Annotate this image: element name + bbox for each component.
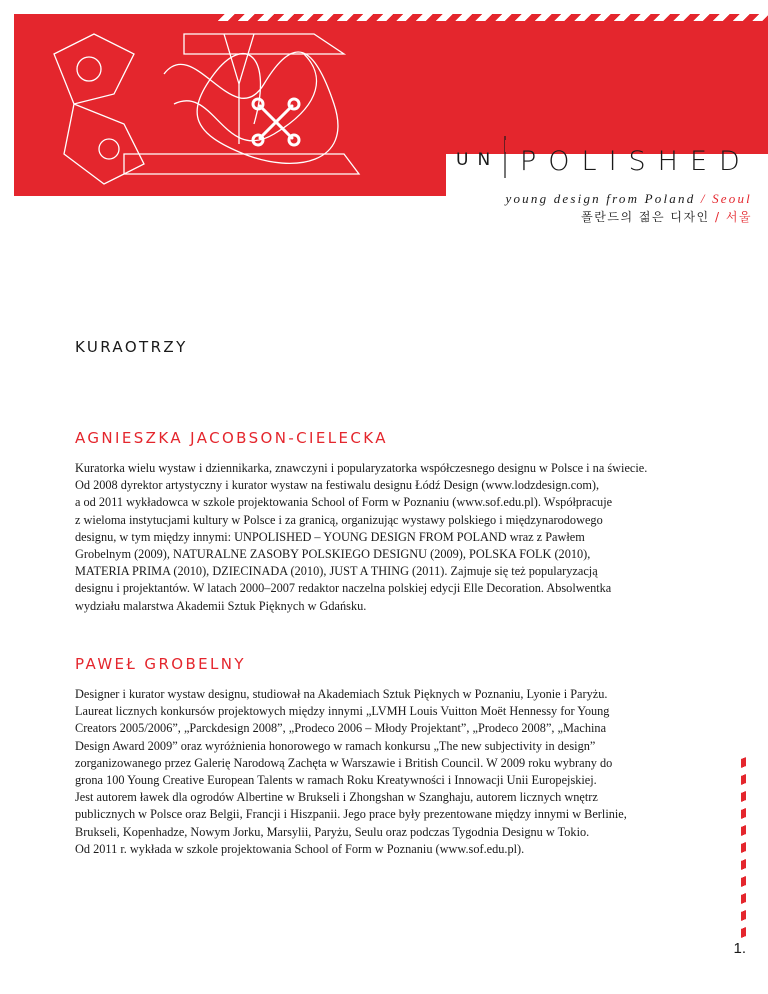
bio-line: a od 2011 wykładowca w szkole projektowania School of Form w Poznaniu (www.sof.edu.pl). Współpracuje xyxy=(75,495,613,510)
illustration-gear-2 xyxy=(99,139,119,159)
bio-line: Designer i kurator wystaw designu, studiował na Akademiach Sztuk Pięknych w Poznaniu, Lyonie i Paryżu. xyxy=(75,687,608,701)
hazard-tape-side xyxy=(741,757,746,939)
page-number: 1. xyxy=(733,940,746,957)
bio-line: Od 2011 r. wykłada w szkole projektowania School of Form w Poznaniu (www.sof.edu.pl). xyxy=(75,841,525,856)
bio-line: Kuratorka wielu wystaw i dziennikarka, znawczyni i popularyzatorka współczesnego designu w Polsce i na świecie. xyxy=(75,461,648,475)
bio-line: Brukseli, Kopenhadze, Nowym Jorku, Marsylii, Paryżu, Seulu oraz podczas Tygodnia Designu w Tokio. xyxy=(75,824,590,839)
wrench-icon xyxy=(250,96,302,148)
illustration-saw xyxy=(184,34,344,54)
bio-line: Creators 2005/2006”, „Parckdesign 2008”, „Prodeco 2006 – Młody Projektant”, „Prodeco 2008”, „Machina xyxy=(75,721,607,736)
curator-bio xyxy=(75,686,715,858)
tagline-city: Seoul xyxy=(712,191,752,206)
bio-line: wydziału malarstwa Akademii Sztuk Pięknych w Gdańsku. xyxy=(75,598,367,613)
brand-logo xyxy=(456,146,756,190)
bio-line: z wieloma instytucjami kultury w Polsce i za granicą, organizując wystawy polskiego i międzynarodowego xyxy=(75,512,603,527)
curator-bio xyxy=(75,460,715,615)
korean-separator: / xyxy=(709,210,726,224)
bio-line: Jest autorem ławek dla ogrodów Albertine w Brukseli i Zhongshan w Szanghaju, autorem licznych wnętrz xyxy=(75,790,598,805)
brand-un: UN xyxy=(456,150,500,170)
tagline-separator: / xyxy=(695,191,713,206)
bio-line: Grobelnym (2009), NATURALNE ZASOBY POLSKIEGO DESIGNU (2009), POLSKA FOLK (2010), xyxy=(75,547,591,562)
brand-polished: POLISHED xyxy=(520,146,752,177)
bio-line: Od 2008 dyrektor artystyczny i kurator wystaw na festiwalu designu Łódź Design (www.lodzdesign.com), xyxy=(75,478,600,493)
illustration-gear xyxy=(77,57,101,81)
curator-name: PAWEŁ GROBELNY xyxy=(75,655,246,673)
bio-line: Laureat licznych konkursów projektowych między innymi „LVMH Louis Vuitton Moët Hennessy for Young xyxy=(75,704,610,719)
bio-line: zorganizowanego przez Galerię Narodową Zachęta w Warszawie i British Council. W 2009 roku wybrany do xyxy=(75,755,613,770)
bio-line: publicznych w Polsce oraz Belgii, Francji i Hiszpanii. Jego prace były prezentowane między innymi w Berlinie, xyxy=(75,807,627,822)
section-title: KURAOTRZY xyxy=(75,338,188,356)
banner-illustration xyxy=(14,14,414,196)
korean-tagline xyxy=(581,208,752,225)
bio-line: grona 100 Young Creative European Talents w ramach Roku Kreatywności i Innowacji Unii Europejskiej. xyxy=(75,773,597,788)
korean-text: 폴란드의 젊은 디자인 xyxy=(581,210,710,224)
bio-line: designu i projektantów. W latach 2000–2007 redaktor naczelna polskiej edycji Elle Decoration. Absolwentka xyxy=(75,581,612,596)
flag-icon xyxy=(504,136,516,178)
tagline xyxy=(506,191,753,207)
tagline-text: young design from Poland xyxy=(505,191,696,206)
curator-name: AGNIESZKA JACOBSON-CIELECKA xyxy=(75,429,388,447)
bio-line: MATERIA PRIMA (2010), DZIECINADA (2010), JUST A THING (2011). Zajmuje się też popularyzacją xyxy=(75,564,598,579)
illustration-saw-2 xyxy=(124,154,359,174)
bio-line: Design Award 2009” oraz wyróżnienia honorowego w ramach konkursu „The new subjectivity in design” xyxy=(75,738,596,753)
korean-city: 서울 xyxy=(725,210,752,224)
illustration-machine-arm xyxy=(54,34,134,104)
bio-line: designu, w tym między innymi: UNPOLISHED – YOUNG DESIGN FROM POLAND wraz z Pawłem xyxy=(75,529,585,544)
illustration-machine-body xyxy=(64,104,144,184)
